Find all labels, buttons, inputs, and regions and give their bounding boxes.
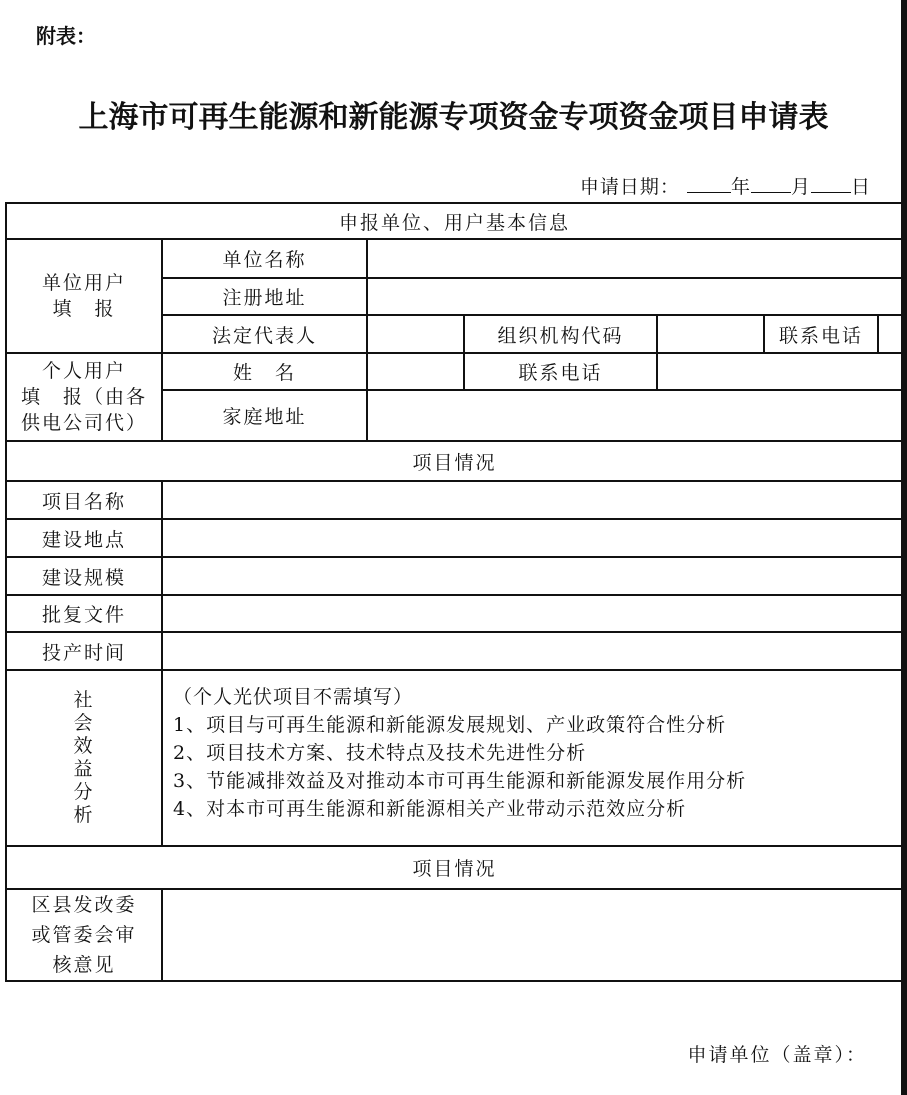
section-basic-info: 申报单位、用户基本信息	[6, 203, 903, 239]
construction-site-field[interactable]	[162, 519, 903, 557]
analysis-item: 3、节能减排效益及对推动本市可再生能源和新能源发展作用分析	[173, 770, 747, 792]
applicant-seal-label: 申请单位（盖章）：	[687, 1044, 867, 1066]
social-benefit-analysis-field[interactable]	[162, 670, 903, 846]
legal-rep-label: 法定代表人	[162, 315, 367, 353]
social-benefit-char: 益	[73, 758, 95, 780]
personal-name-label: 姓 名	[162, 353, 367, 390]
personal-name-field[interactable]	[367, 353, 464, 390]
home-address-field[interactable]	[367, 390, 903, 441]
org-code-label: 组织机构代码	[464, 315, 657, 353]
project-name-field[interactable]	[162, 481, 903, 519]
home-address-label: 家庭地址	[162, 390, 367, 441]
date-month: 月	[790, 176, 811, 198]
section-project-info: 项目情况	[6, 441, 903, 481]
unit-name-label: 单位名称	[162, 239, 367, 278]
form-title: 上海市可再生能源和新能源专项资金专项资金项目申请表	[78, 100, 829, 135]
construction-scale-label: 建设规模	[6, 557, 162, 595]
social-benefit-char: 会	[73, 712, 95, 734]
date-day: 日	[850, 176, 871, 198]
operation-time-label: 投产时间	[6, 632, 162, 670]
personal-user-line3: 供电公司代）	[20, 412, 147, 434]
construction-scale-field[interactable]	[162, 557, 903, 595]
personal-user-line1: 个人用户	[41, 360, 126, 382]
district-review-label	[6, 889, 162, 981]
unit-user-label	[6, 239, 162, 353]
district-review-field[interactable]	[162, 889, 903, 981]
unit-name-field[interactable]	[367, 239, 903, 278]
personal-user-label	[6, 353, 162, 441]
date-year: 年	[730, 176, 751, 198]
analysis-item: 4、对本市可再生能源和新能源相关产业带动示范效应分析	[173, 798, 687, 820]
legal-rep-field[interactable]	[367, 315, 464, 353]
analysis-item: 1、项目与可再生能源和新能源发展规划、产业政策符合性分析	[173, 714, 727, 736]
social-benefit-char: 析	[73, 804, 95, 826]
analysis-note: （个人光伏项目不需填写）	[173, 686, 414, 708]
personal-phone-label: 联系电话	[464, 353, 657, 390]
project-name-label: 项目名称	[6, 481, 162, 519]
year-blank[interactable]	[687, 174, 731, 193]
application-form-table	[5, 202, 904, 982]
date-prefix: 申请日期：	[579, 176, 680, 198]
unit-user-line2: 填 报	[52, 298, 116, 320]
contact-phone-field[interactable]	[878, 315, 903, 353]
unit-user-line1: 单位用户	[41, 272, 126, 294]
section-project-info-2: 项目情况	[6, 846, 903, 889]
personal-phone-field[interactable]	[657, 353, 903, 390]
review-line3: 核意见	[52, 954, 116, 976]
contact-phone-label: 联系电话	[764, 315, 878, 353]
day-blank[interactable]	[811, 174, 851, 193]
approval-docs-field[interactable]	[162, 595, 903, 632]
personal-user-line2: 填 报（由各	[20, 386, 147, 408]
month-blank[interactable]	[751, 174, 791, 193]
social-benefit-char: 效	[73, 735, 95, 757]
attachment-label: 附表：	[36, 24, 96, 48]
social-benefit-char: 分	[73, 781, 95, 803]
org-code-field[interactable]	[657, 315, 764, 353]
registered-address-label: 注册地址	[162, 278, 367, 315]
review-line1: 区县发改委	[31, 894, 137, 916]
construction-site-label: 建设地点	[6, 519, 162, 557]
operation-time-field[interactable]	[162, 632, 903, 670]
social-benefit-label	[6, 670, 162, 846]
registered-address-field[interactable]	[367, 278, 903, 315]
application-date	[580, 172, 871, 199]
analysis-item: 2、项目技术方案、技术特点及技术先进性分析	[173, 742, 587, 764]
social-benefit-char: 社	[73, 689, 95, 711]
review-line2: 或管委会审	[31, 924, 137, 946]
approval-docs-label: 批复文件	[6, 595, 162, 632]
